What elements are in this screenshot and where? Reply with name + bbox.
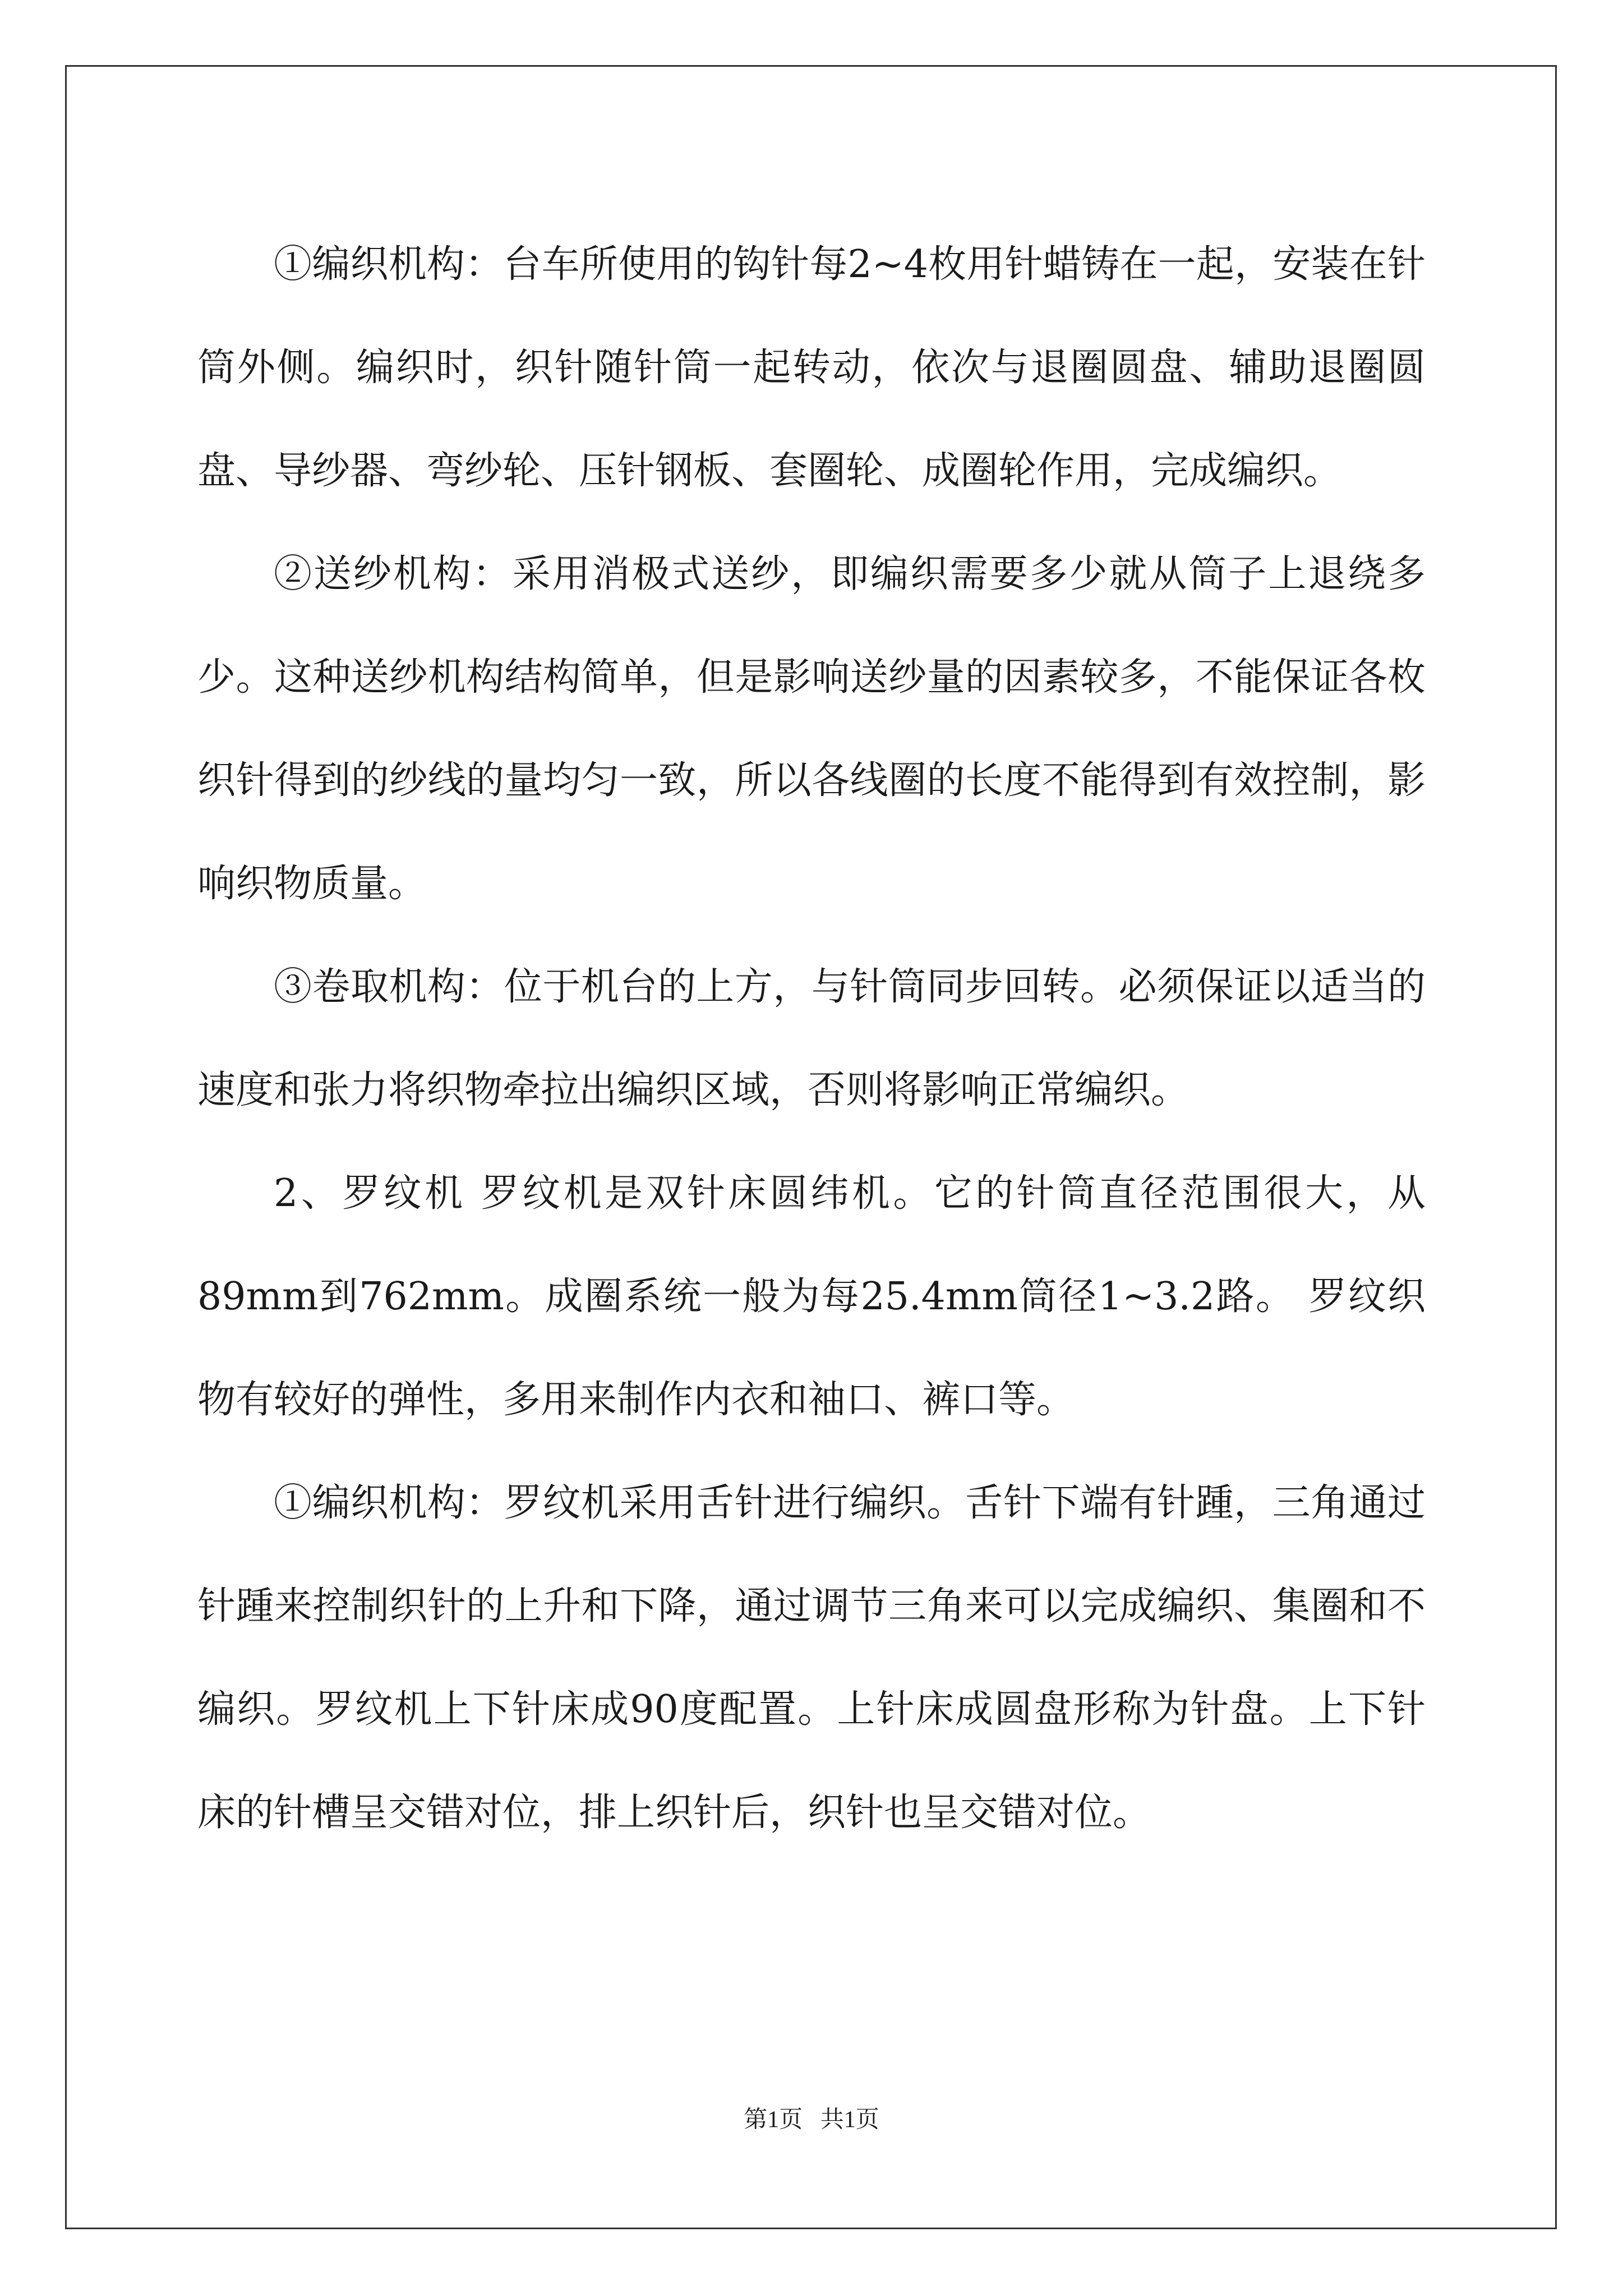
paragraph: ②送纱机构：采用消极式送纱，即编织需要多少就从筒子上退绕多少。这种送纱机构结构简单，但是影响送纱量的因素较多，不能保证各枚织针得到的纱线的量均匀一致，所以各线圈的长度不能得到有效控制，影响织物质量。 — [197, 552, 1426, 906]
paragraph: ①编织机构：台车所使用的钩针每2~4枚用针蜡铸在一起，安装在针筒外侧。编织时，织针随针筒一起转动，依次与退圈圆盘、辅助退圈圆盘、导纱器、弯纱轮、压针钢板、套圈轮、成圈轮作用，完成编织。 — [197, 242, 1426, 493]
paragraph: ①编织机构：罗纹机采用舌针进行编织。舌针下端有针踵，三角通过针踵来控制织针的上升和下降，通过调节三角来可以完成编织、集圈和不编织。罗纹机上下针床成90度配置。上针床成圆盘形称为针盘。上下针床的针槽呈交错对位，排上织针后，织针也呈交错对位。 — [197, 1481, 1426, 1835]
page-total: 共1页 — [820, 2107, 879, 2133]
page-footer — [0, 2101, 1623, 2134]
paragraph: 2、罗纹机 罗纹机是双针床圆纬机。它的针筒直径范围很大，从89mm到762mm。成圈系统一般为每25.4mm筒径1~3.2路。 罗纹织物有较好的弹性，多用来制作内衣和袖口、裤口等。 — [197, 1171, 1426, 1422]
paragraph: ③卷取机构：位于机台的上方，与针筒同步回转。必须保证以适当的速度和张力将织物牵拉出编织区域，否则将影响正常编织。 — [197, 965, 1426, 1112]
document-body — [197, 213, 1426, 1865]
page-number: 第1页 — [744, 2107, 803, 2133]
